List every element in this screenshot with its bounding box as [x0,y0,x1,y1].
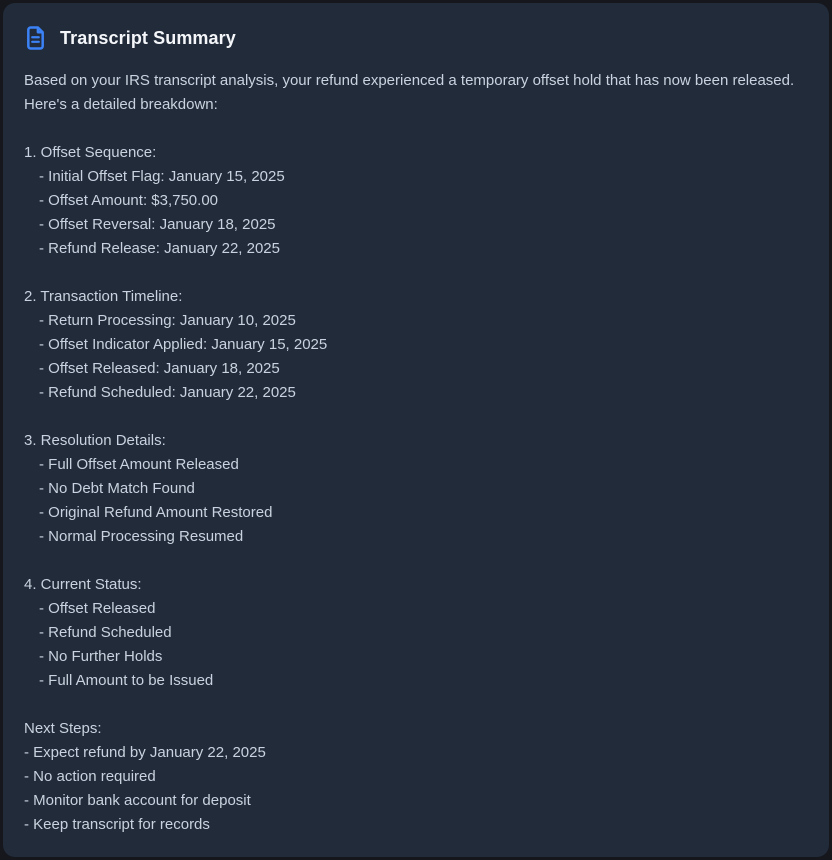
intro-text: Based on your IRS transcript analysis, your refund experienced a temporary offset hold that has now been released. Here's a detailed breakdown: [24,72,795,113]
list-item: - No action required [24,768,156,785]
list-item: - Offset Amount: $3,750.00 [39,192,219,209]
transcript-summary-card [3,3,829,857]
document-text-icon [24,25,47,51]
list-item: - Refund Scheduled: January 22, 2025 [39,384,296,401]
list-item: - No Further Holds [39,648,163,665]
list-item: - Initial Offset Flag: January 15, 2025 [39,168,285,185]
card-header [24,25,808,51]
page-title: Transcript Summary [60,27,236,48]
list-item: - Expect refund by January 22, 2025 [24,744,266,761]
list-item: - Offset Released [39,600,156,617]
list-item: - Normal Processing Resumed [39,528,244,545]
list-item: - Offset Indicator Applied: January 15, 2025 [39,336,328,353]
list-item: - Refund Release: January 22, 2025 [39,240,280,257]
section-offset-sequence [24,141,808,261]
list-item: - Original Refund Amount Restored [39,504,273,521]
list-item: - Offset Reversal: January 18, 2025 [39,216,276,233]
list-item: - Full Amount to be Issued [39,672,214,689]
list-item: - Full Offset Amount Released [39,456,239,473]
section-next-steps [24,717,808,837]
section-heading: Next Steps: [24,720,102,737]
list-item: - Keep transcript for records [24,816,210,833]
section-heading: 4. Current Status: [24,576,142,593]
list-item: - Monitor bank account for deposit [24,792,251,809]
list-item: - Offset Released: January 18, 2025 [39,360,280,377]
section-heading: 3. Resolution Details: [24,432,166,449]
section-heading: 1. Offset Sequence: [24,144,157,161]
section-heading: 2. Transaction Timeline: [24,288,183,305]
section-current-status [24,573,808,693]
list-item: - No Debt Match Found [39,480,195,497]
list-item: - Refund Scheduled [39,624,172,641]
section-resolution-details [24,429,808,549]
list-item: - Return Processing: January 10, 2025 [39,312,296,329]
section-transaction-timeline [24,285,808,405]
